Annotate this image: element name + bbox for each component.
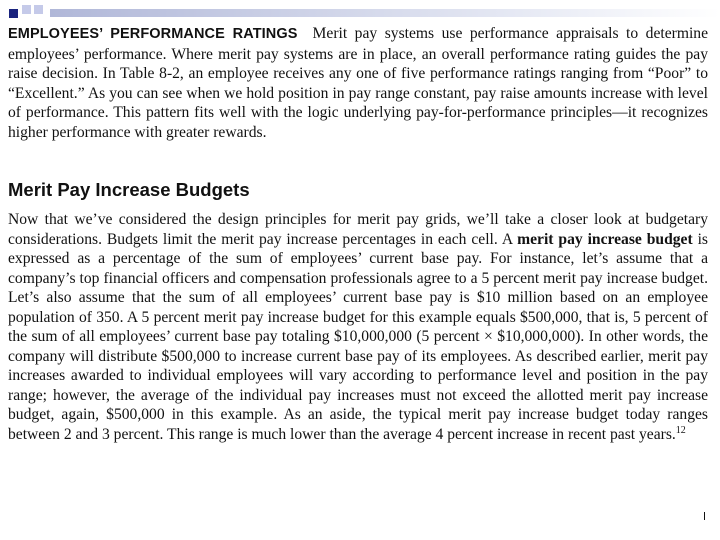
- page-edge-mark: [704, 512, 705, 520]
- paragraph-text: is expressed as a percentage of the sum of employees’ current base pay. For instance, let’s assume that a company’s top financial officers and compensation professionals agree to a 5 percent merit pay increase budget. Let’s also assume that the sum of all employees’ current base pay is $10 million based on an employee population of 350. A 5 percent merit pay increase budget for this example equals $500,000, that is, 5 percent of the sum of all employees’ current base pay totaling $10,000,000 (5 percent × $10,000,000). In other words, the company will distribute $500,000 to increase current base pay of its employees. As described earlier, merit pay increases awarded to individual employees will vary according to performance level and position in the pay range; however, the average of the individual pay increases must not exceed the allotted merit pay increase budget, again, $500,000 in this example. As an aside, the typical merit pay increase budget today ranges between 2 and 3 percent. This range is much lower than the average 4 percent increase in recent past years.: [8, 230, 708, 443]
- merit-budget-paragraph: [8, 210, 708, 444]
- paragraph-body: Merit pay systems use performance appraisals to determine employees’ performance. Where merit pay systems are in place, an overall performance rating guides the pay raise decision. In Table 8-2, an employee receives any one of five performance ratings ranging from “Poor” to “Excellent.” As you can see when we hold position in pay range constant, pay raise amounts increase with level of performance. This pattern fits well with the logic underlying pay-for-performance principles—it recognizes higher performance with greater rewards.: [8, 25, 709, 141]
- section-lead-in: EMPLOYEES’ PERFORMANCE RATINGS: [8, 26, 298, 42]
- slide-deco-square: [34, 5, 43, 14]
- slide-deco-square: [22, 5, 31, 14]
- slide-bullet-square: [9, 9, 18, 18]
- paragraph-text: Now that we’ve considered the design principles for merit pay grids, we’ll take a closer look at budgetary considerations. Budgets limit the merit pay increase percentages in each cell. A: [8, 211, 708, 248]
- section-heading: Merit Pay Increase Budgets: [8, 179, 250, 200]
- performance-ratings-paragraph: [8, 24, 708, 142]
- key-term: merit pay increase budget: [517, 230, 693, 248]
- footnote-reference: 12: [675, 424, 686, 436]
- slide-title-bar: [50, 9, 720, 17]
